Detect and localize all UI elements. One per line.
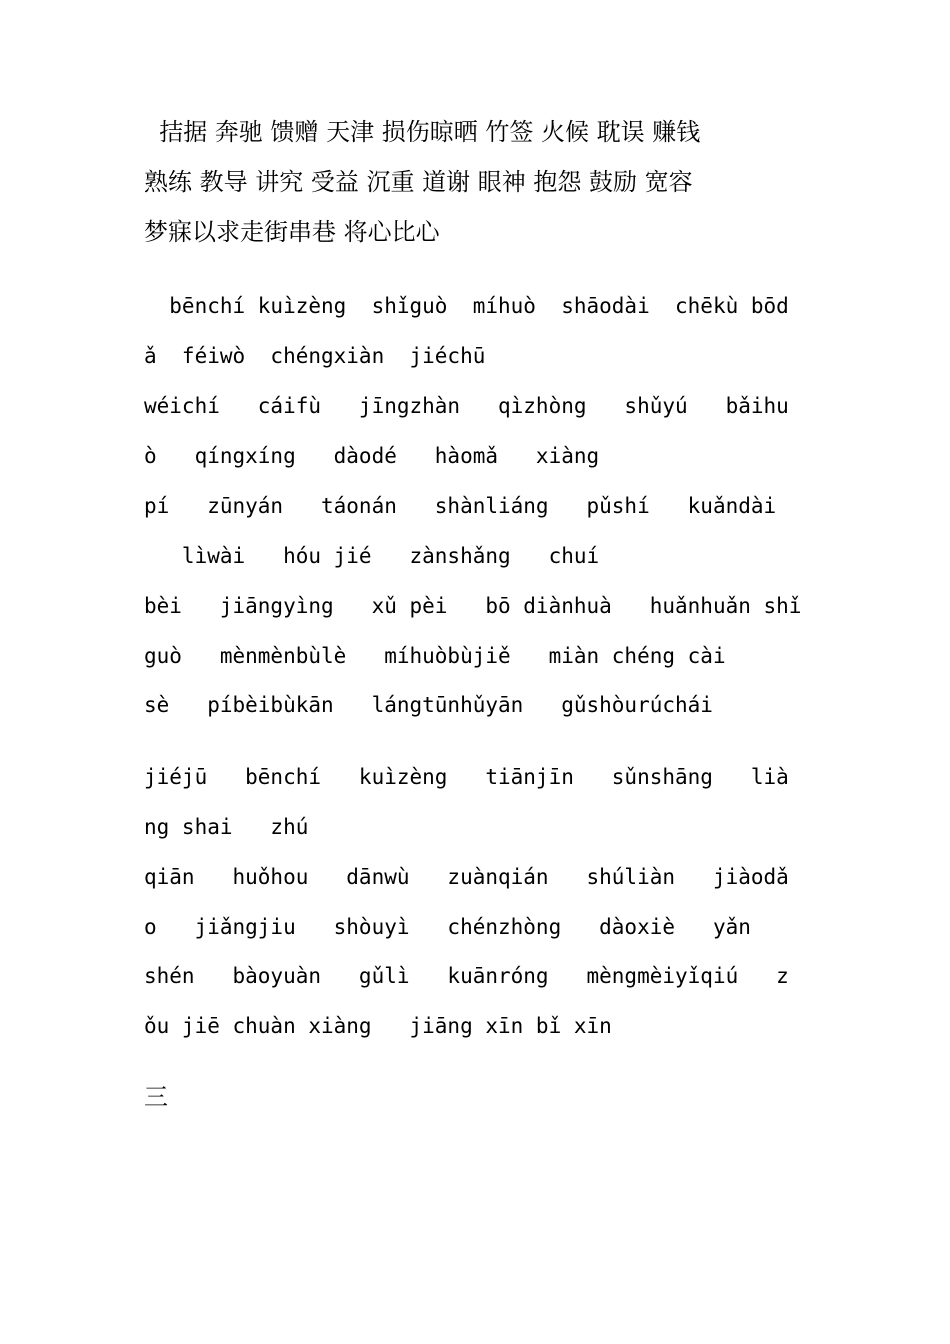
pinyin-line: bèi jiāngyìng xǔ pèi bō diànhuà huǎnhuǎn shǐ — [144, 594, 802, 618]
chinese-words-line-2: 熟练 教导 讲究 受益 沉重 道谢 眼神 抱怨 鼓励 宽容 — [144, 168, 693, 196]
chinese-words-line-3: 梦寐以求走街串巷 将心比心 — [144, 218, 440, 246]
pinyin-line: bēnchí kuìzèng shǐguò míhuò shāodài chēkù bōd — [144, 294, 789, 318]
chinese-words-line-1: 拮据 奔驰 馈赠 天津 损伤晾晒 竹签 火候 耽误 赚钱 — [144, 118, 701, 146]
pinyin-line: shén bàoyuàn gǔlì kuānróng mèngmèiyǐqiú z — [144, 964, 789, 988]
section-marker: 三 — [144, 1083, 168, 1111]
pinyin-line: ǎ féiwò chéngxiàn jiéchū — [144, 344, 486, 368]
pinyin-line: ǒu jiē chuàn xiàng jiāng xīn bǐ xīn — [144, 1014, 612, 1038]
pinyin-line: o jiǎngjiu shòuyì chénzhòng dàoxiè yǎn — [144, 915, 751, 939]
pinyin-line: guò mènmènbùlè míhuòbùjiě miàn chéng cài — [144, 644, 726, 668]
pinyin-line: qiān huǒhou dānwù zuànqián shúliàn jiàodǎ — [144, 865, 789, 889]
pinyin-line: pí zūnyán táonán shànliáng pǔshí kuǎndài — [144, 494, 777, 518]
pinyin-line: jiéjū bēnchí kuìzèng tiānjīn sǔnshāng lià — [144, 765, 789, 789]
pinyin-line: sè píbèibùkān lángtūnhǔyān gǔshòurúchái — [144, 693, 713, 717]
pinyin-line: lìwài hóu jié zànshǎng chuí — [144, 544, 600, 568]
pinyin-line: ng shai zhú — [144, 815, 309, 839]
pinyin-line: wéichí cáifù jīngzhàn qìzhòng shǔyú bǎihu — [144, 394, 789, 418]
pinyin-line: ò qíngxíng dàodé hàomǎ xiàng — [144, 444, 600, 468]
